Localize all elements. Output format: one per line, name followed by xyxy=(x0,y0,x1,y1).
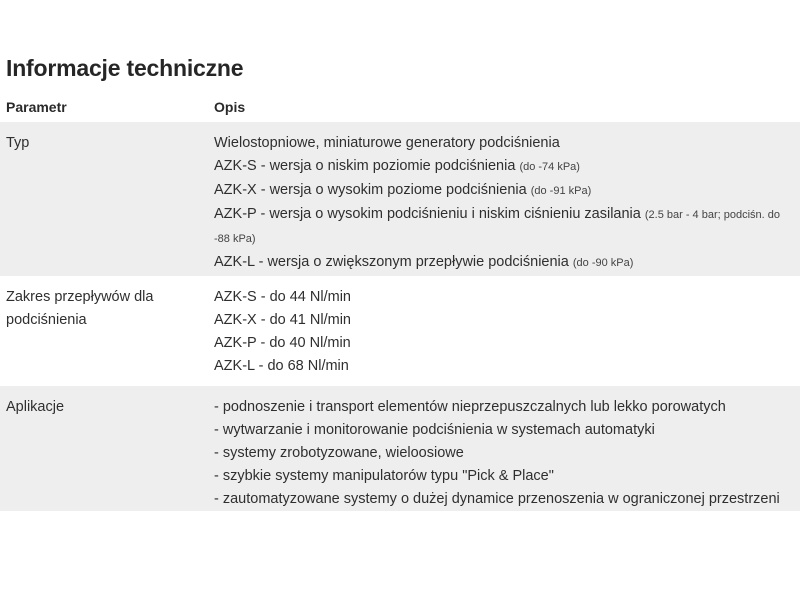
desc-line: - systemy zrobotyzowane, wieloosiowe xyxy=(214,445,464,461)
desc-cell xyxy=(206,122,800,276)
param-label: Aplikacje xyxy=(6,399,65,415)
desc-text: AZK-L - wersja o zwiększonym przepływie podciśnienia xyxy=(214,254,569,270)
param-label: Typ xyxy=(6,135,30,151)
desc-line: AZK-P - do 40 Nl/min xyxy=(214,335,351,351)
desc-line: AZK-S - do 44 Nl/min xyxy=(214,289,351,305)
desc-text: AZK-S - wersja o niskim poziomie podciśnienia xyxy=(214,158,516,174)
desc-text: Wielostopniowe, miniaturowe generatory podciśnienia xyxy=(214,135,560,151)
desc-note: (do -91 kPa) xyxy=(530,185,592,197)
table-header-row xyxy=(0,92,800,122)
param-label-line: Zakres przepływów dla xyxy=(6,289,154,305)
param-cell xyxy=(0,276,206,386)
desc-text: AZK-P - wersja o wysokim podciśnieniu i niskim ciśnieniu zasilania xyxy=(214,206,641,222)
desc-line xyxy=(214,179,790,203)
desc-line xyxy=(214,203,790,251)
table-row-zakres xyxy=(0,276,800,386)
table-row-aplikacje xyxy=(0,386,800,511)
desc-line: AZK-X - do 41 Nl/min xyxy=(214,312,351,328)
table-row-typ xyxy=(0,122,800,276)
technical-info-table xyxy=(0,92,800,511)
param-cell xyxy=(0,122,206,276)
header-desc: Opis xyxy=(214,99,246,115)
desc-note: (2.5 bar - 4 bar; podciśn. do -88 kPa) xyxy=(214,209,781,245)
desc-line xyxy=(214,155,790,179)
param-label-line: podciśnienia xyxy=(6,312,87,328)
desc-cell xyxy=(206,386,800,511)
desc-line: - wytwarzanie i monitorowanie podciśnienia w systemach automatyki xyxy=(214,422,655,438)
desc-line xyxy=(214,251,790,275)
section-title: Informacje techniczne xyxy=(6,55,244,81)
desc-note: (do -90 kPa) xyxy=(572,257,634,269)
header-param: Parametr xyxy=(6,99,67,115)
desc-text: AZK-X - wersja o wysokim poziome podciśnienia xyxy=(214,182,527,198)
param-cell xyxy=(0,386,206,511)
desc-line: - szybkie systemy manipulatorów typu "Pick & Place" xyxy=(214,468,554,484)
desc-line xyxy=(214,132,790,155)
desc-note: (do -74 kPa) xyxy=(519,161,580,173)
desc-cell xyxy=(206,276,800,386)
desc-line: - zautomatyzowane systemy o dużej dynamice przenoszenia w ograniczonej przestrzeni xyxy=(214,491,780,507)
desc-line: - podnoszenie i transport elementów nieprzepuszczalnych lub lekko porowatych xyxy=(214,399,726,415)
desc-line: AZK-L - do 68 Nl/min xyxy=(214,358,349,374)
